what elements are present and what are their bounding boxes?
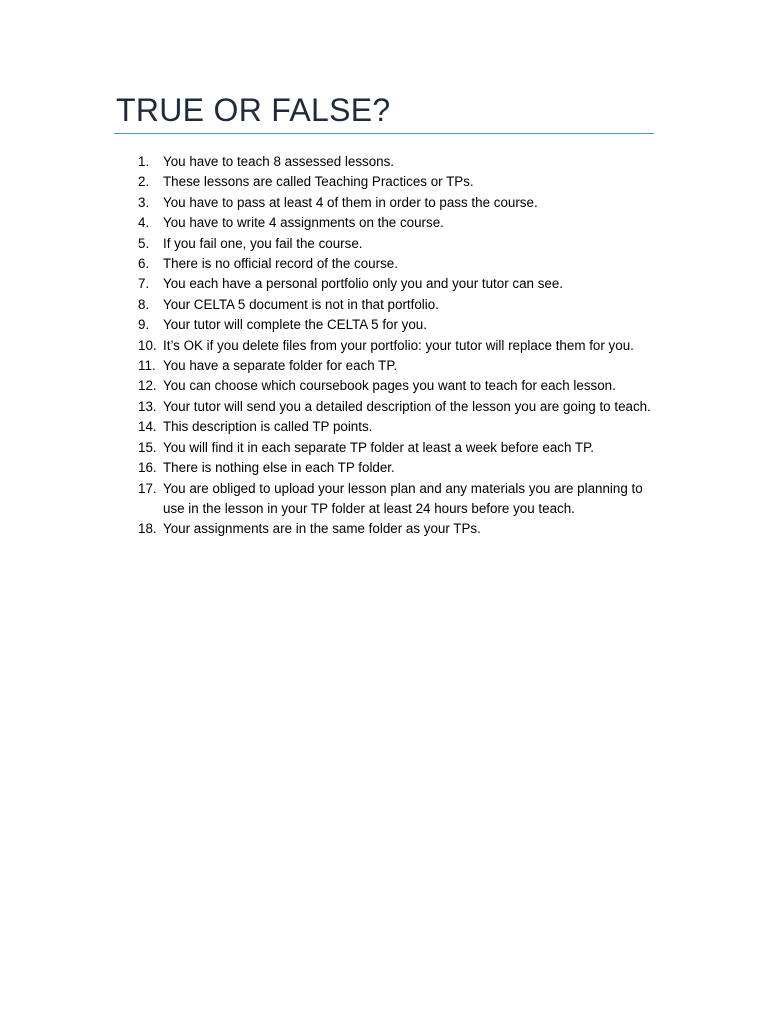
list-item [138,254,658,274]
list-item-number: 11. [138,358,156,374]
list-item-number: 2. [138,174,150,190]
title-divider [114,133,654,134]
list-item-text: You can choose which coursebook pages you want to teach for each lesson. [163,378,616,394]
page-title: TRUE OR FALSE? [116,92,391,128]
list-item-text: You are obliged to upload your lesson plan and any materials you are planning to use in the lesson in your TP folder at least 24 hours before you teach. [163,480,643,516]
list-item [138,438,658,458]
list-item-text: You have a separate folder for each TP. [163,358,398,374]
list-item [138,295,658,315]
list-item-text: There is no official record of the course. [163,256,398,272]
list-item [138,417,658,437]
list-item [138,479,658,520]
list-item [138,315,658,335]
list-item-text: This description is called TP points. [163,419,373,435]
list-item-number: 12. [138,378,157,394]
list-item [138,397,658,417]
list-item [138,519,658,539]
list-item [138,458,658,478]
list-item [138,376,658,396]
list-item-number: 8. [138,296,150,312]
list-item [138,172,658,192]
list-item-number: 5. [138,235,150,251]
list-item [138,213,658,233]
list-item-text: Your CELTA 5 document is not in that portfolio. [163,296,439,312]
list-item-text: If you fail one, you fail the course. [163,235,363,251]
list-item-text: There is nothing else in each TP folder. [163,460,395,476]
list-item-number: 17. [138,480,157,496]
list-item-number: 13. [138,398,157,414]
list-item-number: 4. [138,215,150,231]
list-item-number: 15. [138,439,157,455]
list-item [138,336,658,356]
list-item-number: 18. [138,521,157,537]
statement-list [138,152,658,540]
list-item-text: You have to write 4 assignments on the course. [163,215,444,231]
list-item-text: You each have a personal portfolio only you and your tutor can see. [163,276,564,292]
list-item-text: Your assignments are in the same folder as your TPs. [163,521,481,537]
list-item [138,234,658,254]
list-item-number: 1. [138,154,150,169]
list-item-text: Your tutor will complete the CELTA 5 for you. [163,317,427,333]
list-item-number: 16. [138,460,157,476]
list-item-number: 14. [138,419,157,435]
list-item [138,152,658,172]
list-item-text: You have to pass at least 4 of them in order to pass the course. [163,194,538,210]
list-item-number: 10. [138,337,157,353]
list-item [138,193,658,213]
list-item-text: Your tutor will send you a detailed description of the lesson you are going to teach. [163,398,651,414]
list-item [138,356,658,376]
list-item-text: You will find it in each separate TP folder at least a week before each TP. [163,439,595,455]
list-item-text: These lessons are called Teaching Practices or TPs. [163,174,474,190]
list-item-text: You have to teach 8 assessed lessons. [163,154,395,169]
list-item-text: It’s OK if you delete files from your portfolio: your tutor will replace them for you. [163,337,634,353]
list-item-number: 3. [138,194,150,210]
list-item-number: 6. [138,256,150,272]
list-item [138,274,658,294]
list-item-number: 9. [138,317,150,333]
list-item-number: 7. [138,276,150,292]
